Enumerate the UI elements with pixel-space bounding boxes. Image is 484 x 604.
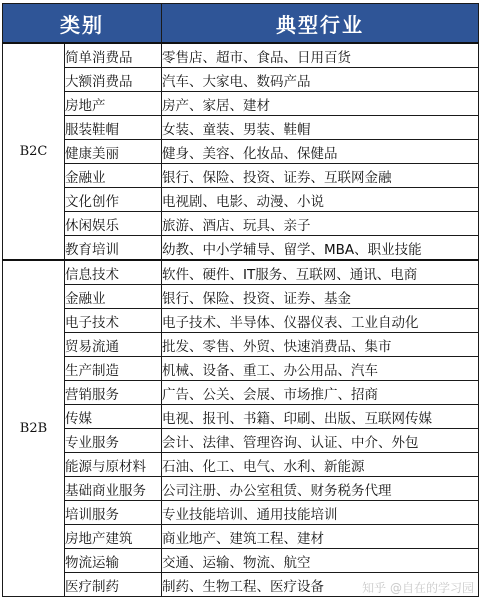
- header-industry: 典型行业: [162, 4, 479, 44]
- group-label: B2C: [3, 43, 65, 260]
- industry-cell: 健身、美容、化妆品、保健品: [162, 140, 479, 164]
- table-row: [3, 68, 479, 92]
- industry-cell: 批发、零售、外贸、快速消费品、集市: [162, 333, 479, 357]
- table-row: [3, 43, 479, 68]
- category-cell: 教育培训: [65, 236, 162, 261]
- table-row: [3, 212, 479, 236]
- industry-cell: 电子技术、半导体、仪器仪表、工业自动化: [162, 309, 479, 333]
- category-cell: 贸易流通: [65, 333, 162, 357]
- industry-cell: 商业地产、建筑工程、建材: [162, 525, 479, 549]
- category-cell: 房地产建筑: [65, 525, 162, 549]
- category-cell: 休闲娱乐: [65, 212, 162, 236]
- industry-cell: 电视、报刊、书籍、印刷、出版、互联网传媒: [162, 405, 479, 429]
- table-header-row: [3, 4, 479, 44]
- table-row: [3, 549, 479, 573]
- industry-cell: 电视剧、电影、动漫、小说: [162, 188, 479, 212]
- table-body: [3, 43, 479, 597]
- category-cell: 简单消费品: [65, 43, 162, 68]
- category-cell: 培训服务: [65, 501, 162, 525]
- industry-cell: 零售店、超市、食品、日用百货: [162, 43, 479, 68]
- table-row: [3, 429, 479, 453]
- table-row: [3, 309, 479, 333]
- category-cell: 生产制造: [65, 357, 162, 381]
- industry-cell: 女装、童装、男装、鞋帽: [162, 116, 479, 140]
- table-row: [3, 501, 479, 525]
- category-cell: 基础商业服务: [65, 477, 162, 501]
- industry-cell: 旅游、酒店、玩具、亲子: [162, 212, 479, 236]
- table-row: [3, 116, 479, 140]
- category-cell: 房地产: [65, 92, 162, 116]
- industry-cell: 软件、硬件、IT服务、互联网、通讯、电商: [162, 260, 479, 285]
- category-cell: 物流运输: [65, 549, 162, 573]
- industry-cell: 公司注册、办公室租赁、财务税务代理: [162, 477, 479, 501]
- category-cell: 服装鞋帽: [65, 116, 162, 140]
- table-row: [3, 92, 479, 116]
- industry-cell: 银行、保险、投资、证券、基金: [162, 285, 479, 309]
- category-cell: 电子技术: [65, 309, 162, 333]
- table-row: [3, 236, 479, 261]
- category-cell: 金融业: [65, 285, 162, 309]
- table-row: [3, 357, 479, 381]
- category-cell: 营销服务: [65, 381, 162, 405]
- table-row: [3, 381, 479, 405]
- industry-cell: 会计、法律、管理咨询、认证、中介、外包: [162, 429, 479, 453]
- industry-table: [2, 3, 479, 597]
- category-cell: 专业服务: [65, 429, 162, 453]
- table-row: [3, 164, 479, 188]
- industry-cell: 汽车、大家电、数码产品: [162, 68, 479, 92]
- table-row: [3, 140, 479, 164]
- category-cell: 信息技术: [65, 260, 162, 285]
- header-category: 类别: [3, 4, 162, 44]
- industry-cell: 广告、公关、会展、市场推广、招商: [162, 381, 479, 405]
- table-row: [3, 525, 479, 549]
- watermark: [362, 579, 474, 596]
- table-row: [3, 260, 479, 285]
- category-cell: 医疗制药: [65, 573, 162, 597]
- category-cell: 健康美丽: [65, 140, 162, 164]
- industry-cell: 机械、设备、重工、办公用品、汽车: [162, 357, 479, 381]
- group-label: B2B: [3, 260, 65, 597]
- table-row: [3, 333, 479, 357]
- industry-cell: 幼教、中小学辅导、留学、MBA、职业技能: [162, 236, 479, 261]
- table-row: [3, 453, 479, 477]
- table-row: [3, 405, 479, 429]
- category-cell: 大额消费品: [65, 68, 162, 92]
- table-row: [3, 188, 479, 212]
- table-row: [3, 285, 479, 309]
- category-cell: 金融业: [65, 164, 162, 188]
- table-row: [3, 477, 479, 501]
- industry-cell: 专业技能培训、通用技能培训: [162, 501, 479, 525]
- industry-cell: 交通、运输、物流、航空: [162, 549, 479, 573]
- category-cell: 文化创作: [65, 188, 162, 212]
- watermark-text: 知乎 @自在的学习园: [362, 581, 474, 595]
- category-cell: 能源与原材料: [65, 453, 162, 477]
- industry-cell: 银行、保险、投资、证券、互联网金融: [162, 164, 479, 188]
- industry-cell: 房产、家居、建材: [162, 92, 479, 116]
- industry-cell: 制药、生物工程、医疗设备: [162, 573, 479, 597]
- category-cell: 传媒: [65, 405, 162, 429]
- industry-cell: 石油、化工、电气、水利、新能源: [162, 453, 479, 477]
